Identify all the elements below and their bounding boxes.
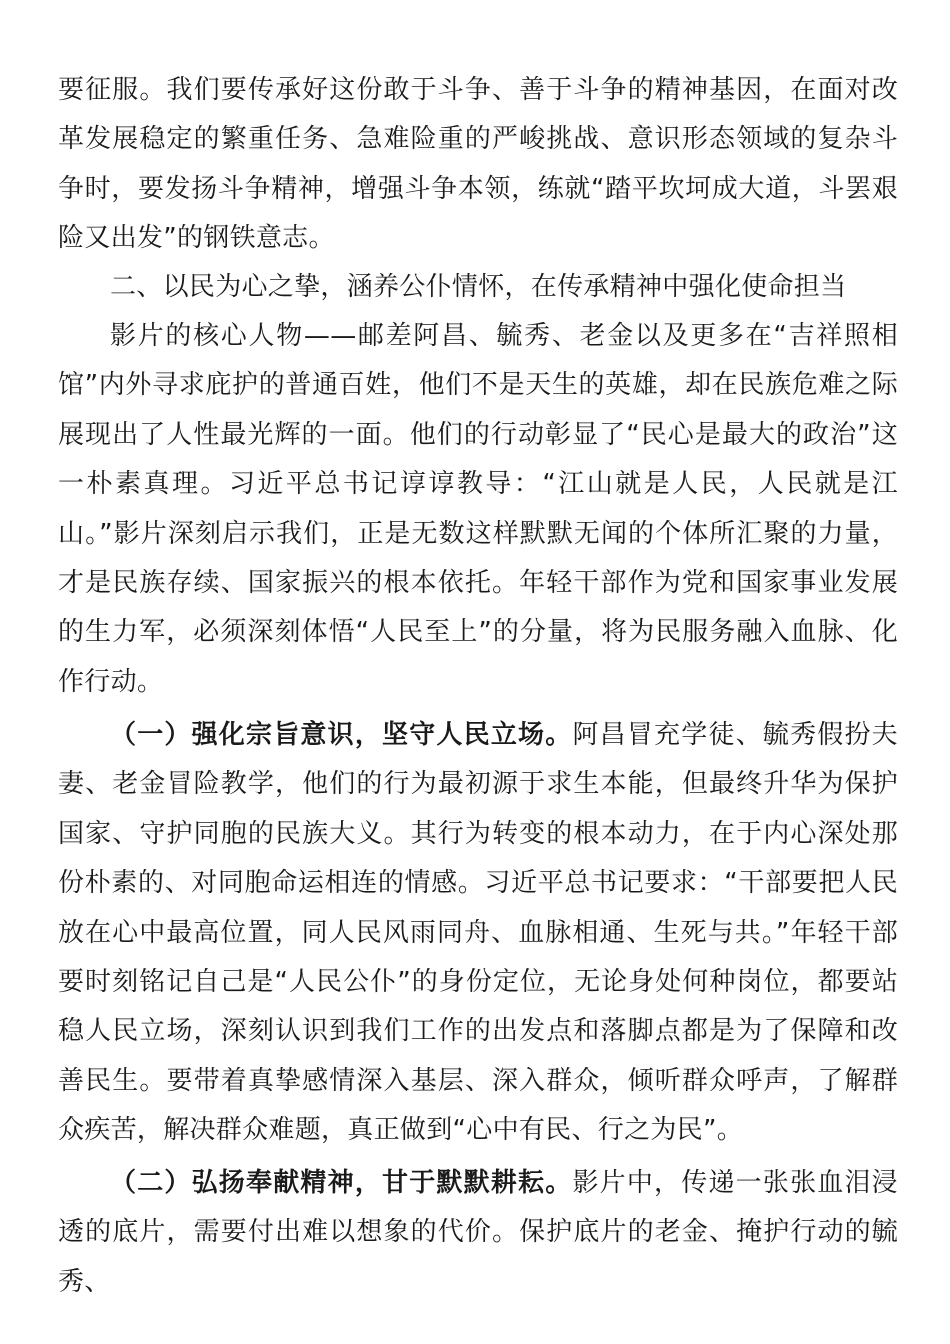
paragraph-subsection-1 <box>58 711 898 1156</box>
paragraph-continued <box>58 66 898 264</box>
paragraph-core-characters <box>58 312 898 707</box>
paragraph-text: 阿昌冒充学徒、毓秀假扮夫妻、老金冒险教学，他们的行为最初源于求生本能，但最终升华为保护国家、守护同胞的民族大义。其行为转变的根本动力，在于内心深处那份朴素的、对同胞命运相连的情感。习近平总书记要求：“干部要把人民放在心中最高位置，同人民风雨同舟、血脉相通、生死与共。”年轻干部要时刻铭记自己是“人民公仆”的身份定位，无论身处何种岗位，都要站稳人民立场，深刻认识到我们工作的出发点和落脚点都是为了保障和改善民生。要带着真挚感情深入基层、深入群众，倾听群众呼声，了解群众疾苦，解决群众难题，真正做到“心中有民、行之为民”。 <box>58 720 898 1146</box>
subsection-heading: （一）强化宗旨意识，坚守人民立场。 <box>110 720 573 750</box>
paragraph-text: 影片的核心人物——邮差阿昌、毓秀、老金以及更多在“吉祥照相馆”内外寻求庇护的普通百姓，他们不是天生的英雄，却在民族危难之际展现出了人性最光辉的一面。他们的行动彰显了“民心是最大的政治”这一朴素真理。习近平总书记谆谆教导：“江山就是人民，人民就是江山。”影片深刻启示我们，正是无数这样默默无闻的个体所汇聚的力量，才是民族存续、国家振兴的根本依托。年轻干部作为党和国家事业发展的生力军，必须深刻体悟“人民至上”的分量，将为民服务融入血脉、化作行动。 <box>58 321 898 697</box>
subsection-heading: （二）弘扬奉献精神，甘于默默耕耘。 <box>110 1168 573 1198</box>
section-heading-2 <box>58 263 898 312</box>
paragraph-text: 要征服。我们要传承好这份敢于斗争、善于斗争的精神基因，在面对改革发展稳定的繁重任务、急难险重的严峻挑战、意识形态领域的复杂斗争时，要发扬斗争精神，增强斗争本领，练就“踏平坎坷成大道，斗罢艰险又出发”的钢铁意志。 <box>58 75 898 254</box>
paragraph-text: 影片中，传递一张张血泪浸透的底片，需要付出难以想象的代价。保护底片的老金、掩护行动的毓秀、 <box>58 1168 898 1297</box>
heading-text: 二、以民为心之挚，涵养公仆情怀，在传承精神中强化使命担当 <box>110 272 847 302</box>
paragraph-subsection-2 <box>58 1159 898 1307</box>
